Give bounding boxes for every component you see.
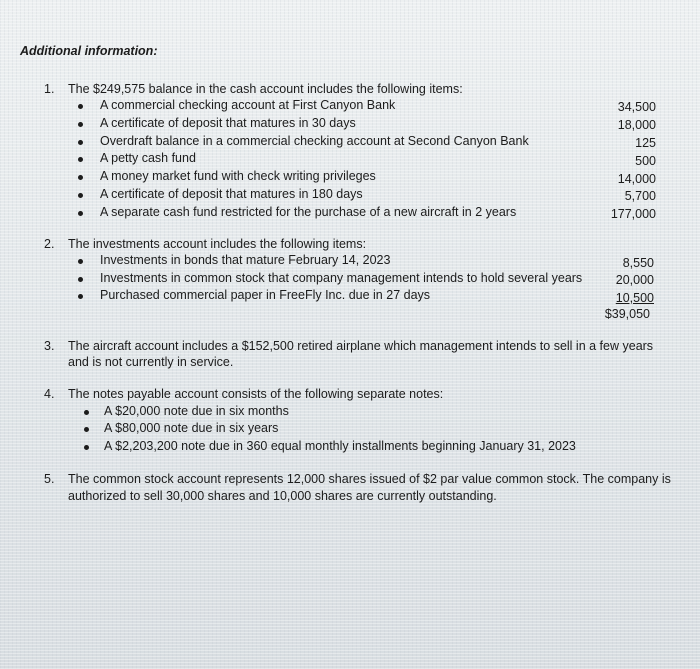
item-1-text: The $249,575 balance in the cash account includes the following items: [68,82,463,96]
item-1-number: 1. [44,82,55,96]
cash-item-label: A certificate of deposit that matures in 180 days [100,187,363,201]
investments-total: $39,050 [604,307,650,321]
bullet-icon [78,157,83,162]
investment-item-label: Purchased commercial paper in FreeFly Inc. due in 27 days [100,288,431,302]
item-5-number: 5. [44,472,55,486]
item-2-number: 2. [44,237,55,251]
bullet-icon [78,193,83,198]
bullet-icon [78,277,83,282]
page-heading: Additional information: [20,44,158,58]
note-item: A $80,000 note due in six years [104,421,279,435]
cash-item-amount: 125 [635,136,656,150]
cash-item-label: A petty cash fund [100,151,196,165]
item-3-line-2: and is not currently in service. [68,355,234,369]
investment-item-amount: 20,000 [615,273,654,287]
bullet-icon [84,427,89,432]
bullet-icon [78,175,83,180]
item-3-line-1: The aircraft account includes a $152,500 retired airplane which management intends to sell in a few years [68,339,654,353]
investment-item-label: Investments in common stock that company management intends to hold several years [100,271,583,285]
cash-item-amount: 34,500 [617,100,656,114]
investment-item-label: Investments in bonds that mature February 14, 2023 [100,253,391,267]
item-4-text: The notes payable account consists of the following separate notes: [68,387,444,401]
bullet-icon [84,445,89,450]
cash-item-label: A certificate of deposit that matures in 30 days [100,116,356,130]
bullet-icon [78,140,83,145]
cash-item-amount: 500 [635,154,656,168]
cash-item-amount: 14,000 [617,172,656,186]
cash-item-label: Overdraft balance in a commercial checking account at Second Canyon Bank [100,134,529,148]
bullet-icon [78,259,83,264]
note-item: A $20,000 note due in six months [104,404,289,418]
item-4-number: 4. [44,387,55,401]
cash-item-label: A separate cash fund restricted for the purchase of a new aircraft in 2 years [100,205,517,219]
investment-item-amount: 8,550 [622,256,654,270]
item-2-text: The investments account includes the following items: [68,237,367,251]
bullet-icon [78,122,83,127]
cash-item-amount: 177,000 [610,207,656,221]
note-item: A $2,203,200 note due in 360 equal monthly installments beginning January 31, 2023 [104,439,576,453]
bullet-icon [78,294,83,299]
bullet-icon [78,211,83,216]
bullet-icon [84,410,89,415]
cash-item-label: A money market fund with check writing privileges [100,169,376,183]
cash-item-amount: 18,000 [617,118,656,132]
bullet-icon [78,104,83,109]
item-5-line-2: authorized to sell 30,000 shares and 10,000 shares are currently outstanding. [68,489,497,503]
cash-item-label: A commercial checking account at First Canyon Bank [100,98,396,112]
investment-item-amount: 10,500 [615,291,654,305]
item-5-line-1: The common stock account represents 12,000 shares issued of $2 par value common stock. The company is [68,472,671,486]
item-3-number: 3. [44,339,55,353]
cash-item-amount: 5,700 [624,189,656,203]
